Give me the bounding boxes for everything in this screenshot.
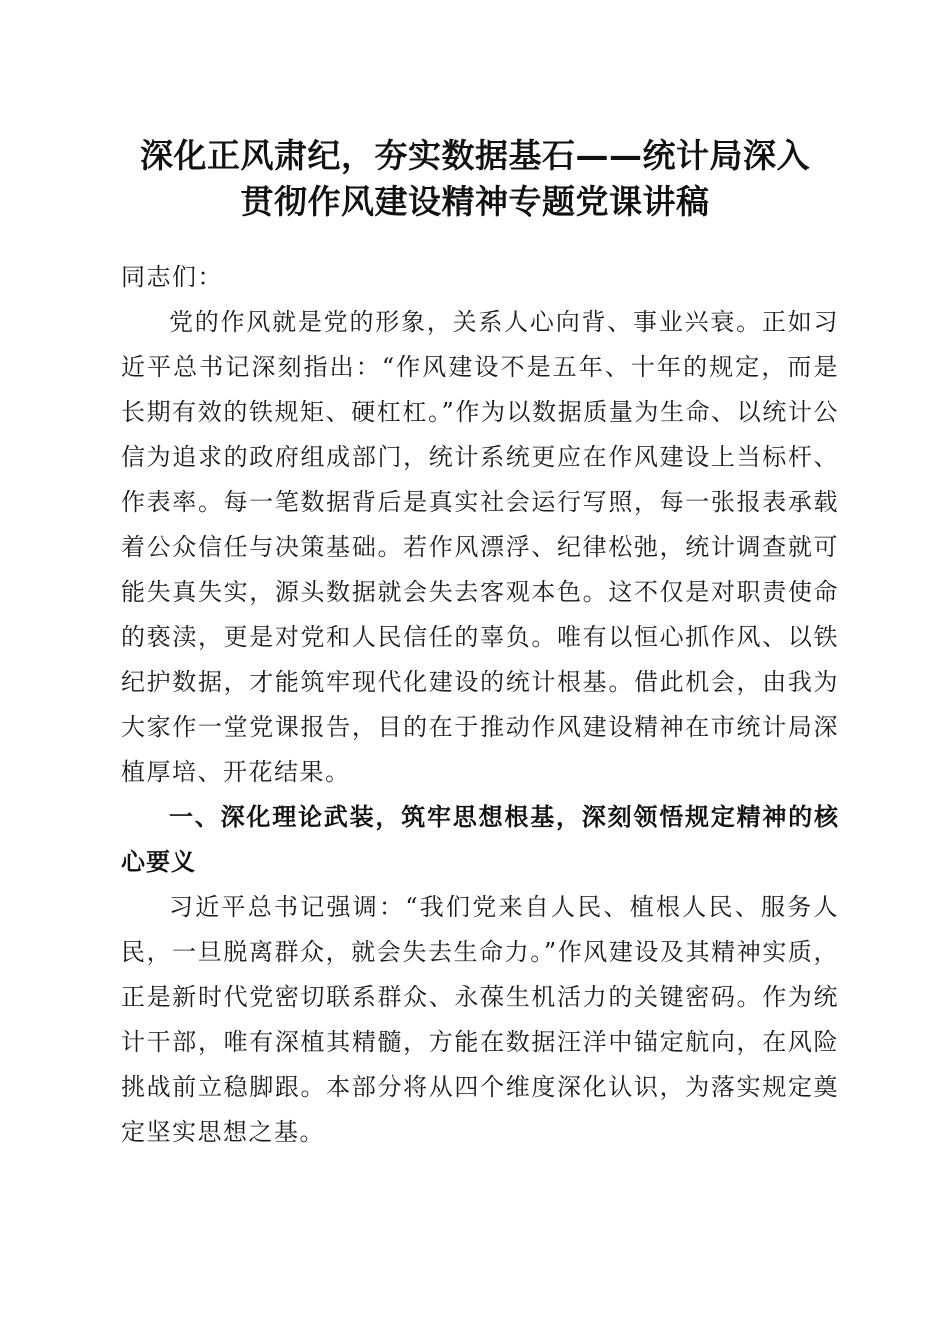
paragraph-intro: 党的作风就是党的形象，关系人心向背、事业兴衰。正如习近平总书记深刻指出：“作风建设不是五年、十年的规定，而是长期有效的铁规矩、硬杠杠。”作为以数据质量为生命、以统计公信为追求的政府组成部门，统计系统更应在作风建设上当标杆、作表率。每一笔数据背后是真实社会运行写照，每一张报表承载着公众信任与决策基础。若作风漂浮、纪律松弛，统计调查就可能失真失实，源头数据就会失去客观本色。这不仅是对职责使命的亵渎，更是对党和人民信任的辜负。唯有以恒心抓作风、以铁纪护数据，才能筑牢现代化建设的统计根基。借此机会，由我为大家作一堂党课报告，目的在于推动作风建设精神在市统计局深植厚培、开花结果。 bbox=[121, 308, 839, 786]
section-heading-1: 一、深化理论武装，筑牢思想根基，深刻领悟规定精神的核心要义 bbox=[121, 803, 839, 876]
document-body bbox=[121, 255, 839, 1155]
title-line-2: 贯彻作风建设精神专题党课讲稿 bbox=[240, 182, 710, 221]
document-title bbox=[110, 133, 840, 225]
title-line-1: 深化正风肃纪，夯实数据基石——统计局深入 bbox=[140, 136, 810, 175]
salutation: 同志们： bbox=[121, 263, 223, 291]
paragraph-section-1: 习近平总书记强调：“我们党来自人民、植根人民、服务人民，一旦脱离群众，就会失去生命力。”作风建设及其精神实质，正是新时代党密切联系群众、永葆生机活力的关键密码。作为统计干部，唯有深植其精髓，方能在数据汪洋中锚定航向，在风险挑战前立稳脚跟。本部分将从四个维度深化认识，为落实规定奠定坚实思想之基。 bbox=[121, 893, 839, 1146]
